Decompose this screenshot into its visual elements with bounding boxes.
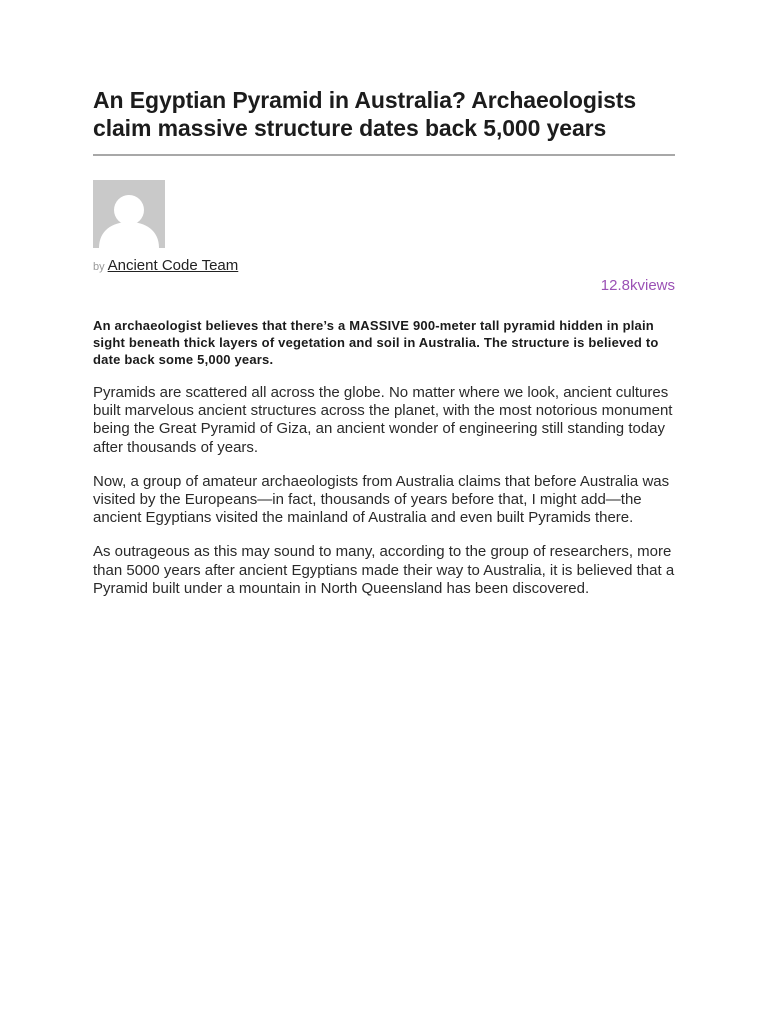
article-paragraph-3: As outrageous as this may sound to many, according to the group of researchers, more than 5000 years after ancient Egyptians made their way to Australia, it is believed that a Pyramid built under a mountain in North Queensland has been discovered. bbox=[93, 543, 675, 597]
view-count-number: 12.8k bbox=[600, 277, 638, 294]
title-divider bbox=[93, 154, 675, 156]
article-paragraph-2: Now, a group of amateur archaeologists from Australia claims that before Australia was visited by the Europeans—in fact, thousands of years before that, I might add—the ancient Egyptians visited the mainland of Australia and even built Pyramids there. bbox=[93, 472, 670, 527]
article-paragraph-1: Pyramids are scattered all across the globe. No matter where we look, ancient cultures built marvelous ancient structures across the planet, with the most notorious monument being the Great Pyramid of Giza, an ancient wonder of engineering still standing today after thousands of years. bbox=[93, 384, 673, 456]
article-lead: An archaeologist believes that there’s a MASSIVE 900-meter tall pyramid hidden in plain sight beneath thick layers of vegetation and soil in Australia. The structure is believed to date back some 5,000 years. bbox=[93, 318, 659, 367]
view-count bbox=[93, 277, 675, 295]
byline-prefix: by bbox=[93, 261, 105, 273]
view-count-label: views bbox=[637, 277, 675, 294]
article-headline: An Egyptian Pyramid in Australia? Archaeologists claim massive structure dates back 5,000 years bbox=[93, 87, 637, 141]
author-link[interactable]: Ancient Code Team bbox=[107, 257, 239, 274]
article bbox=[93, 86, 675, 598]
author-avatar-icon[interactable] bbox=[93, 180, 165, 248]
byline bbox=[93, 257, 675, 275]
